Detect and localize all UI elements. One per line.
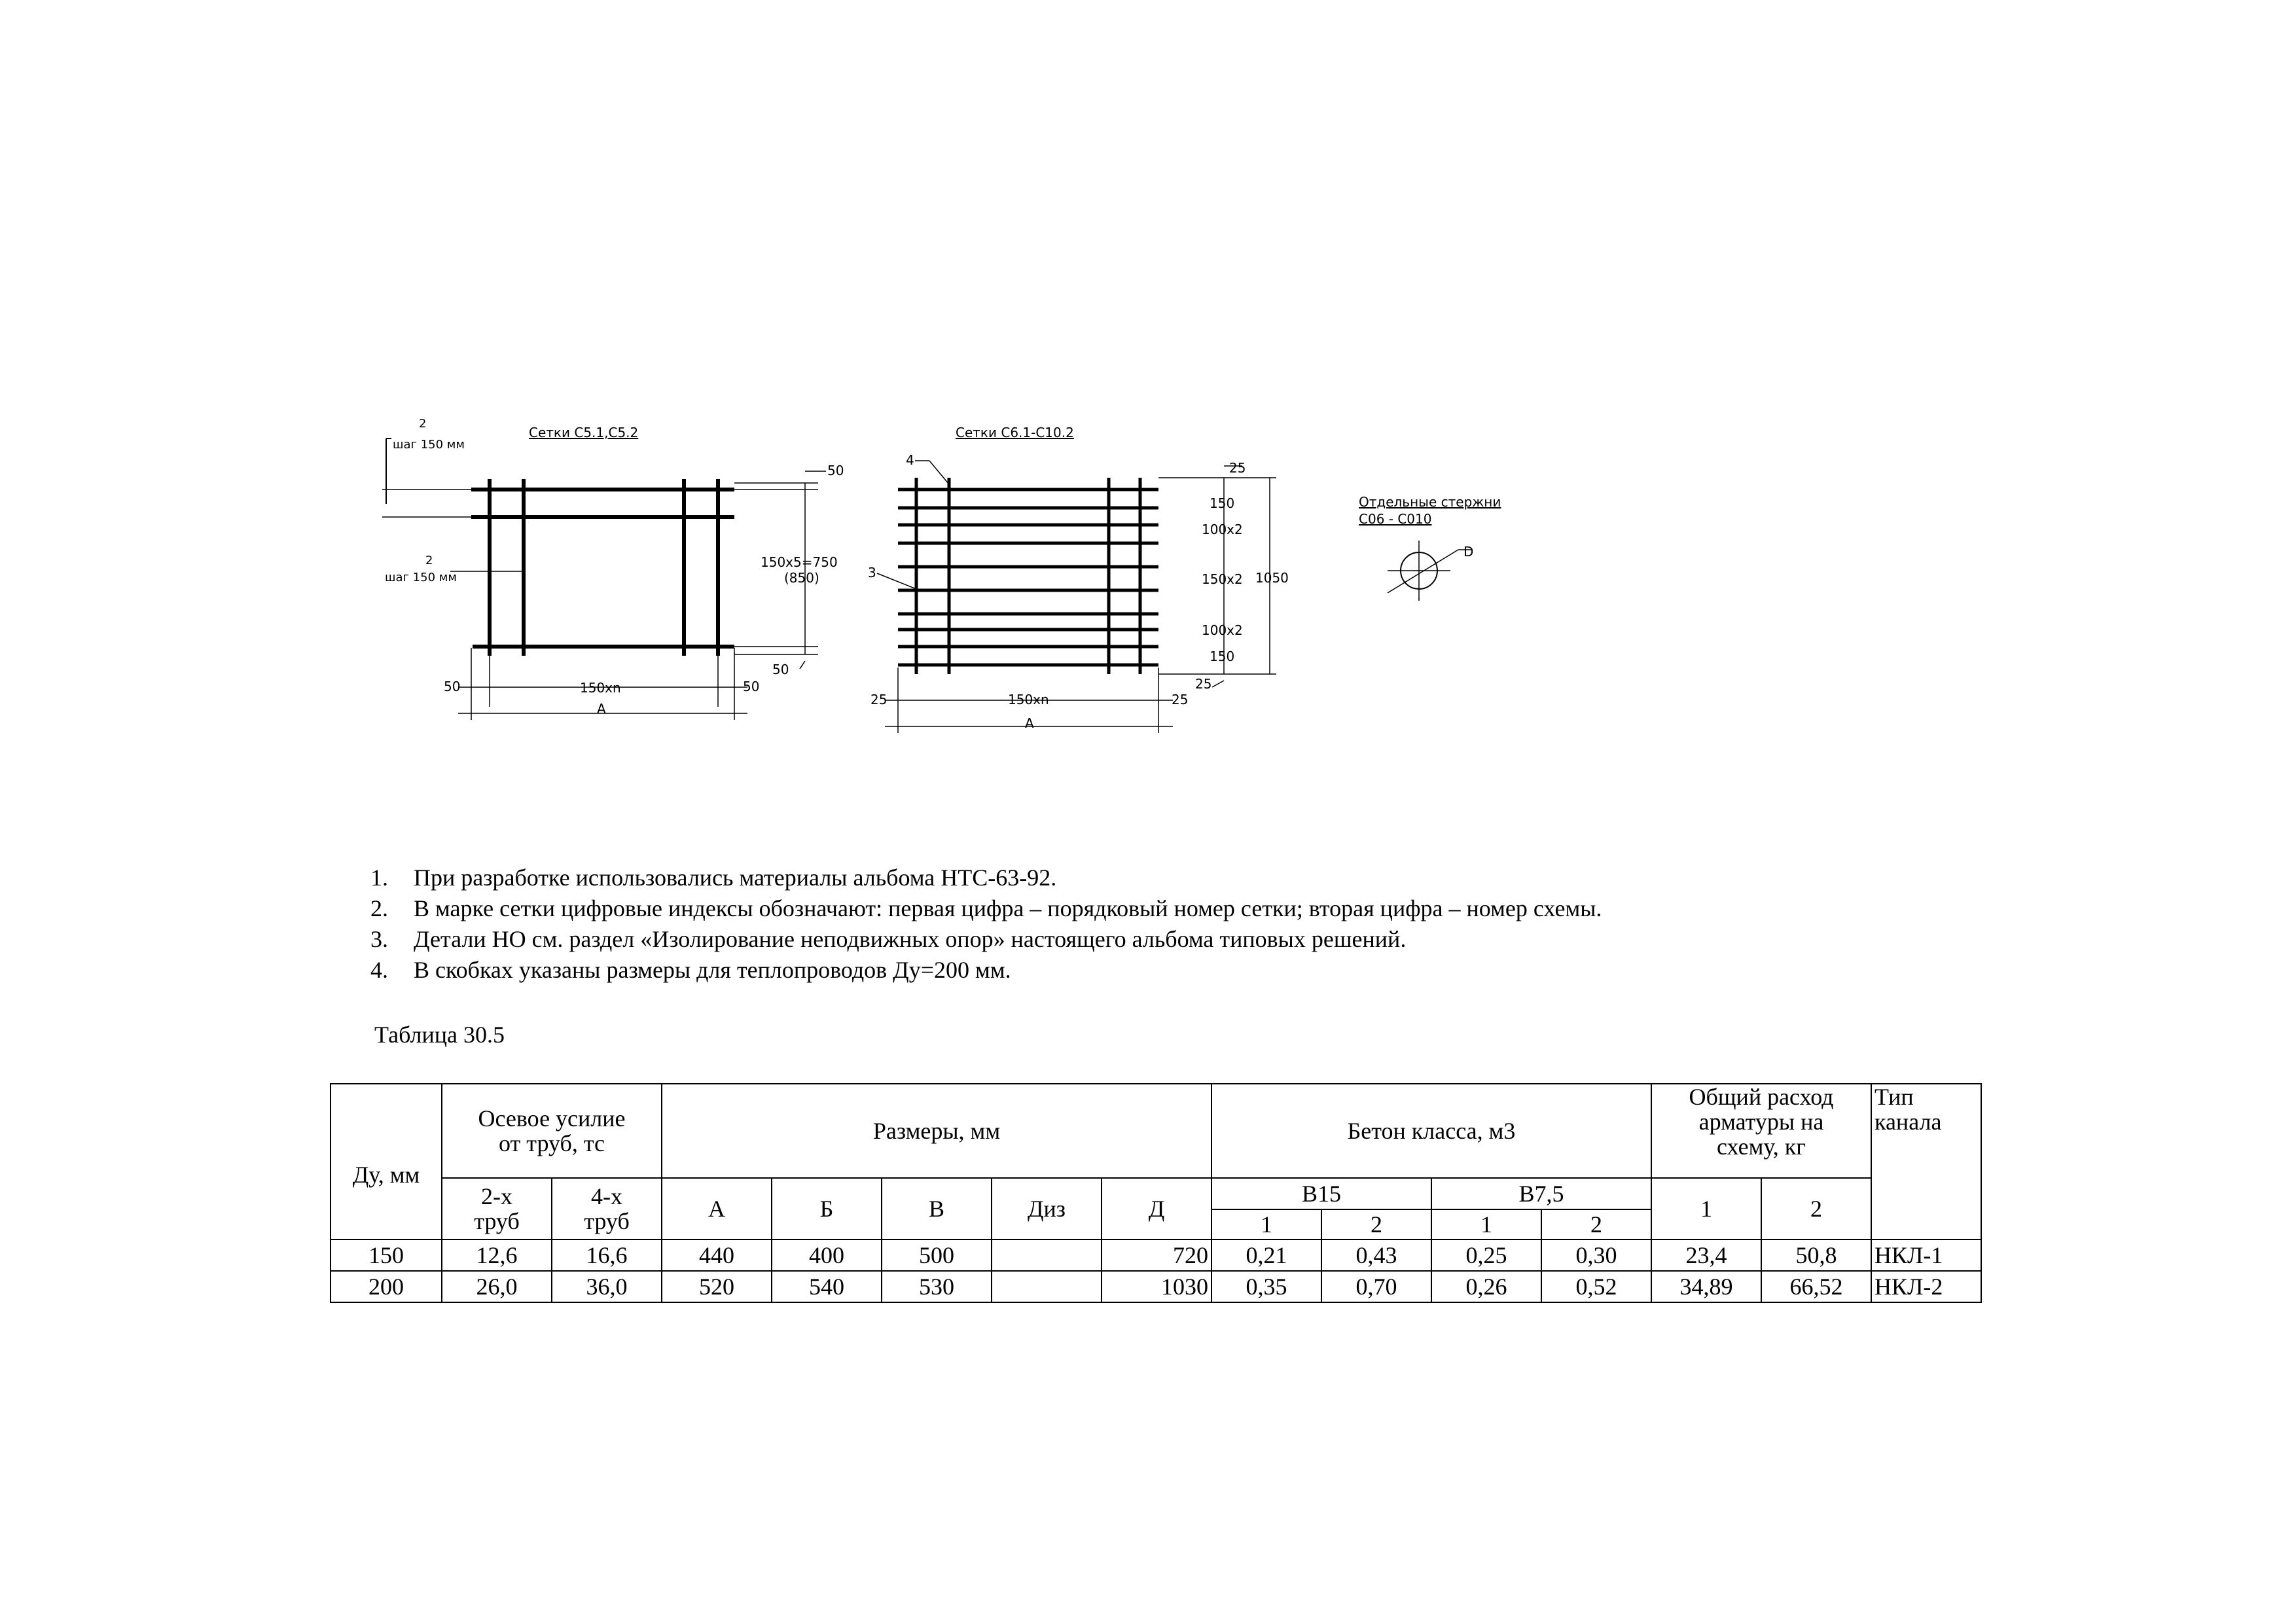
cell-2-pipes: 26,0 bbox=[442, 1271, 552, 1302]
mesh-c6-drawing bbox=[868, 425, 1289, 733]
notes-list bbox=[370, 863, 1602, 986]
cell-rebar-2: 50,8 bbox=[1761, 1240, 1871, 1271]
note-number: 1. bbox=[370, 865, 388, 891]
table-row bbox=[331, 1240, 1981, 1271]
header-rebar: Общий расход арматуры на схему, кг bbox=[1651, 1084, 1871, 1178]
dim-right: 50 bbox=[743, 679, 760, 694]
cell-4-pipes: 36,0 bbox=[552, 1271, 662, 1302]
cell-b: 540 bbox=[772, 1271, 882, 1302]
cell-2-pipes: 12,6 bbox=[442, 1240, 552, 1271]
note-item bbox=[370, 924, 1602, 955]
header-2-pipes: 2-х труб bbox=[442, 1178, 552, 1240]
cell-b: 400 bbox=[772, 1240, 882, 1271]
step-top-number: 2 bbox=[419, 417, 427, 431]
cell-d: 720 bbox=[1102, 1240, 1211, 1271]
cell-rebar-1: 23,4 bbox=[1651, 1240, 1761, 1271]
header-rebar-2: 2 bbox=[1761, 1178, 1871, 1240]
mesh-c6-bars bbox=[898, 478, 1158, 674]
header-a: А bbox=[662, 1178, 772, 1240]
cell-4-pipes: 16,6 bbox=[552, 1240, 662, 1271]
note-number: 2. bbox=[370, 895, 388, 921]
cell-diz bbox=[992, 1271, 1102, 1302]
header-b15-2: 2 bbox=[1321, 1209, 1431, 1240]
dim-150xn: 150хn bbox=[1008, 692, 1049, 707]
header-b: Б bbox=[772, 1178, 882, 1240]
header-4-pipes: 4-х труб bbox=[552, 1178, 662, 1240]
header-channel-type: Тип канала bbox=[1871, 1084, 1981, 1240]
note-text: Детали НО см. раздел «Изолирование неподвижных опор» настоящего альбома типовых решений. bbox=[414, 926, 1407, 952]
dim-25-top: 25 bbox=[1229, 460, 1246, 476]
header-axial-force: Осевое усилие от труб, тс bbox=[442, 1084, 662, 1178]
cell-channel-type: НКЛ-2 bbox=[1871, 1271, 1981, 1302]
dim-1050: 1050 bbox=[1255, 570, 1289, 586]
cell-b15-1: 0,35 bbox=[1211, 1271, 1321, 1302]
spec-table bbox=[330, 1083, 1982, 1303]
cell-b75-2: 0,52 bbox=[1541, 1271, 1651, 1302]
single-bars-drawing bbox=[1359, 494, 1501, 601]
header-rebar-1: 1 bbox=[1651, 1178, 1761, 1240]
header-b15-1: 1 bbox=[1211, 1209, 1321, 1240]
diameter-label: D bbox=[1463, 544, 1474, 560]
cell-v: 530 bbox=[882, 1271, 992, 1302]
dim-vertical: 150х5=750 bbox=[761, 554, 838, 570]
mesh-c6-title: Сетки С6.1-С10.2 bbox=[956, 425, 1074, 440]
dim-25-bottom: 25 bbox=[1195, 676, 1212, 692]
mesh-c5-title: Сетки С5.1,С5.2 bbox=[529, 425, 639, 440]
cell-channel-type: НКЛ-1 bbox=[1871, 1240, 1981, 1271]
dim-25-right: 25 bbox=[1172, 692, 1189, 707]
dim-100x2-b: 100х2 bbox=[1202, 622, 1243, 638]
dim-mid: 150хn bbox=[580, 680, 621, 696]
table-row bbox=[331, 1271, 1981, 1302]
cell-b75-2: 0,30 bbox=[1541, 1240, 1651, 1271]
cell-b15-1: 0,21 bbox=[1211, 1240, 1321, 1271]
cell-a: 520 bbox=[662, 1271, 772, 1302]
cell-b15-2: 0,43 bbox=[1321, 1240, 1431, 1271]
note-text: При разработке использовались материалы альбома НТС-63-92. bbox=[414, 865, 1057, 891]
note-item bbox=[370, 893, 1602, 924]
header-du: Ду, мм bbox=[331, 1084, 442, 1240]
dim-total: А bbox=[597, 701, 606, 717]
dim-left: 50 bbox=[444, 679, 461, 694]
mark-top: 4 bbox=[906, 452, 914, 468]
dim-150x2: 150х2 bbox=[1202, 571, 1243, 587]
cell-b75-1: 0,25 bbox=[1431, 1240, 1541, 1271]
header-b75: В7,5 bbox=[1431, 1178, 1651, 1209]
dim-a: А bbox=[1025, 715, 1034, 731]
cell-rebar-2: 66,52 bbox=[1761, 1271, 1871, 1302]
table-caption: Таблица 30.5 bbox=[374, 1022, 505, 1048]
mesh-c5-drawing bbox=[382, 417, 844, 720]
cell-rebar-1: 34,89 bbox=[1651, 1271, 1761, 1302]
cell-v: 500 bbox=[882, 1240, 992, 1271]
dim-vertical-alt: (850) bbox=[784, 570, 819, 586]
dim-100x2-a: 100х2 bbox=[1202, 522, 1243, 537]
cell-a: 440 bbox=[662, 1240, 772, 1271]
single-bars-title-1: Отдельные стержни bbox=[1359, 494, 1501, 510]
header-concrete: Бетон класса, м3 bbox=[1211, 1084, 1651, 1178]
note-number: 4. bbox=[370, 957, 388, 983]
dim-25-left: 25 bbox=[870, 692, 888, 707]
note-text: В скобках указаны размеры для теплопроводов Ду=200 мм. bbox=[414, 957, 1011, 983]
header-sizes: Размеры, мм bbox=[662, 1084, 1211, 1178]
dim-top-right: 50 bbox=[827, 463, 844, 478]
header-b75-1: 1 bbox=[1431, 1209, 1541, 1240]
cell-b75-1: 0,26 bbox=[1431, 1271, 1541, 1302]
note-text: В марке сетки цифровые индексы обозначают: первая цифра – порядковый номер сетки; вторая цифра – номер схемы. bbox=[414, 895, 1602, 921]
step-top-label: шаг 150 мм bbox=[393, 438, 465, 452]
step-left-number: 2 bbox=[425, 554, 433, 567]
note-item bbox=[370, 955, 1602, 986]
dim-150-b: 150 bbox=[1210, 649, 1235, 664]
dim-bottom-right: 50 bbox=[772, 662, 789, 677]
header-v: В bbox=[882, 1178, 992, 1240]
cell-b15-2: 0,70 bbox=[1321, 1271, 1431, 1302]
single-bars-title-2: С06 - С010 bbox=[1359, 511, 1432, 527]
dim-150-a: 150 bbox=[1210, 495, 1235, 511]
header-diz: Диз bbox=[992, 1178, 1102, 1240]
cell-du: 150 bbox=[331, 1240, 442, 1271]
note-number: 3. bbox=[370, 926, 388, 952]
header-b15: В15 bbox=[1211, 1178, 1431, 1209]
step-left-label: шаг 150 мм bbox=[385, 571, 457, 584]
cell-du: 200 bbox=[331, 1271, 442, 1302]
cell-diz bbox=[992, 1240, 1102, 1271]
mark-left: 3 bbox=[868, 565, 876, 580]
header-d: Д bbox=[1102, 1178, 1211, 1240]
note-item bbox=[370, 863, 1602, 893]
header-b75-2: 2 bbox=[1541, 1209, 1651, 1240]
cell-d: 1030 bbox=[1102, 1271, 1211, 1302]
